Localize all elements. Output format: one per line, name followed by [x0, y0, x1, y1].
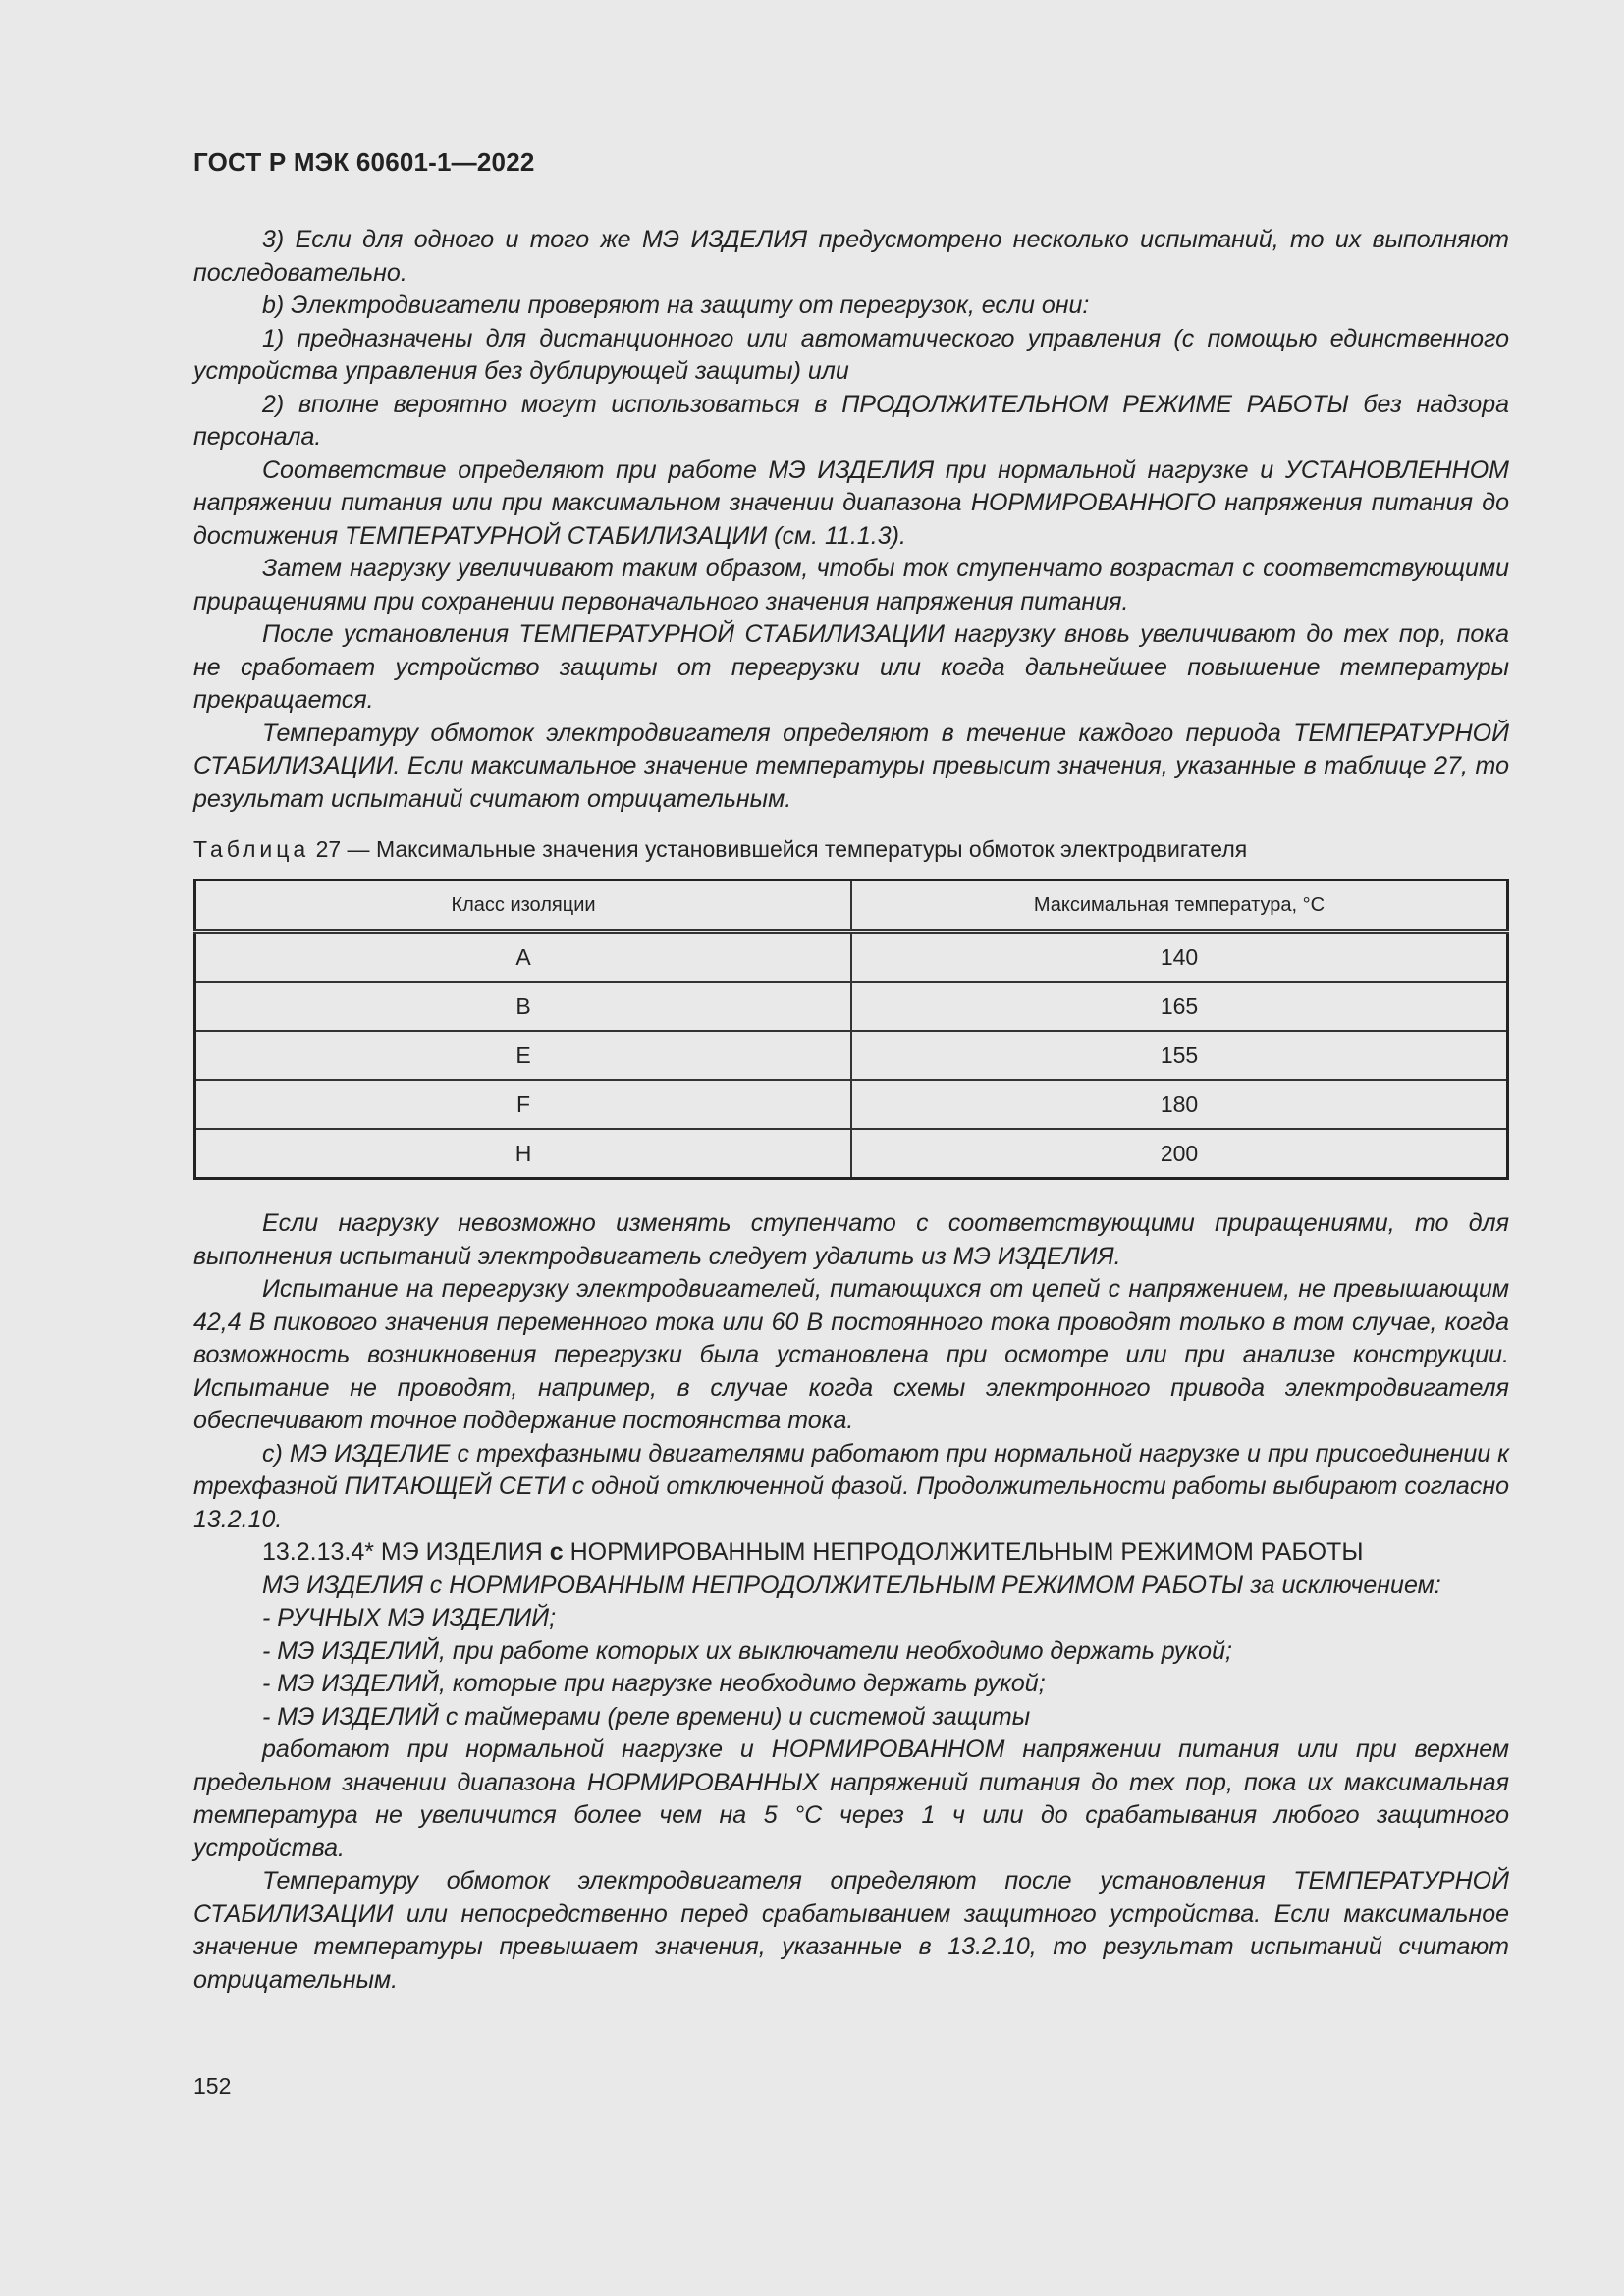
- cell-temperature: 200: [851, 1129, 1508, 1179]
- paragraph: 2) вполне вероятно могут использоваться в ПРОДОЛЖИТЕЛЬНОМ РЕЖИМЕ РАБОТЫ без надзора персонала.: [193, 390, 1509, 451]
- page-number: 152: [193, 2073, 232, 2099]
- section-heading-c: с: [549, 1538, 564, 1566]
- paragraph: 1) предназначены для дистанционного или автоматического управления (с помощью единственного устройства управления без дублирующей защиты) или: [193, 324, 1509, 385]
- table-row: [195, 932, 1508, 983]
- paragraph: Температуру обмоток электродвигателя определяют после установления ТЕМПЕРАТУРНОЙ СТАБИЛИЗАЦИИ или непосредственно перед срабатыванием защитного устройства. Если максимальное значение температуры превышает значения, указанные в 13.2.10, то результат испытаний считают отрицательным.: [193, 1867, 1509, 1994]
- column-header-temperature: Максимальная температура, °C: [851, 881, 1508, 932]
- table-caption-label: Таблица: [193, 836, 310, 862]
- table-header-row: [195, 881, 1508, 932]
- paragraph: Если нагрузку невозможно изменять ступенчато с соответствующими приращениями, то для выполнения испытаний электродвигатель следует удалить из МЭ ИЗДЕЛИЯ.: [193, 1209, 1509, 1270]
- table-row: [195, 1080, 1508, 1129]
- list-item: - МЭ ИЗДЕЛИЙ с таймерами (реле времени) и системой защиты: [262, 1702, 1031, 1731]
- cell-class: F: [195, 1080, 852, 1129]
- table-row: [195, 1129, 1508, 1179]
- cell-temperature: 140: [851, 932, 1508, 983]
- paragraph: c) МЭ ИЗДЕЛИЕ с трехфазными двигателями работают при нормальной нагрузке и при присоединении к трехфазной ПИТАЮЩЕЙ СЕТИ с одной отключенной фазой. Продолжительности работы выбирают согласно 13.2.10.: [193, 1439, 1509, 1533]
- cell-class: B: [195, 982, 852, 1031]
- list-item: - МЭ ИЗДЕЛИЙ, при работе которых их выключатели необходимо держать рукой;: [262, 1636, 1232, 1665]
- list-item: - РУЧНЫХ МЭ ИЗДЕЛИЙ;: [262, 1604, 557, 1631]
- list-item: - МЭ ИЗДЕЛИЙ, которые при нагрузке необходимо держать рукой;: [262, 1670, 1046, 1697]
- table-row: [195, 982, 1508, 1031]
- paragraph: 3) Если для одного и того же МЭ ИЗДЕЛИЯ предусмотрено несколько испытаний, то их выполняют последовательно.: [193, 226, 1509, 287]
- cell-temperature: 155: [851, 1031, 1508, 1080]
- cell-temperature: 180: [851, 1080, 1508, 1129]
- cell-class: H: [195, 1129, 852, 1179]
- section-heading: [193, 1536, 1509, 1570]
- section-heading-number: 13.2.13.4* МЭ ИЗДЕЛИЯ: [262, 1538, 550, 1566]
- temperature-table: [193, 879, 1509, 1180]
- paragraph: Температуру обмоток электродвигателя определяют в течение каждого периода ТЕМПЕРАТУРНОЙ СТАБИЛИЗАЦИИ. Если максимальное значение температуры превысит значения, указанные в таблице 27, то результат испытаний считают отрицательным.: [193, 719, 1509, 813]
- text-block-top: [193, 224, 1509, 816]
- table-row: [195, 1031, 1508, 1080]
- table-caption-text: 27 — Максимальные значения установившейся температуры обмоток электродвигателя: [309, 836, 1248, 862]
- paragraph: Затем нагрузку увеличивают таким образом, чтобы ток ступенчато возрастал с соответствующими приращениями при сохранении первоначального значения напряжения питания.: [193, 555, 1509, 615]
- paragraph: Соответствие определяют при работе МЭ ИЗДЕЛИЯ при нормальной нагрузке и УСТАНОВЛЕННОМ напряжении питания или при максимальном значении диапазона НОРМИРОВАННОГО напряжения питания до достижения ТЕМПЕРАТУРНОЙ СТАБИЛИЗАЦИИ (см. 11.1.3).: [193, 455, 1509, 550]
- paragraph: После установления ТЕМПЕРАТУРНОЙ СТАБИЛИЗАЦИИ нагрузку вновь увеличивают до тех пор, пока не сработает устройство защиты от перегрузки или когда дальнейшее повышение температуры прекращается.: [193, 620, 1509, 714]
- table-caption: [193, 836, 1247, 863]
- paragraph: МЭ ИЗДЕЛИЯ с НОРМИРОВАННЫМ НЕПРОДОЛЖИТЕЛЬНЫМ РЕЖИМОМ РАБОТЫ за исключением:: [262, 1571, 1441, 1599]
- paragraph: работают при нормальной нагрузке и НОРМИРОВАННОМ напряжении питания или при верхнем предельном значении диапазона НОРМИРОВАННЫХ напряжений питания до тех пор, пока их максимальная температура не увеличится более чем на 5 °C через 1 ч или до срабатывания любого защитного устройства.: [193, 1735, 1509, 1862]
- paragraph: b) Электродвигатели проверяют на защиту от перегрузок, если они:: [262, 292, 1090, 319]
- column-header-class: Класс изоляции: [195, 881, 852, 932]
- cell-class: E: [195, 1031, 852, 1080]
- section-heading-title: НОРМИРОВАННЫМ НЕПРОДОЛЖИТЕЛЬНЫМ РЕЖИМОМ РАБОТЫ: [563, 1538, 1364, 1566]
- paragraph: Испытание на перегрузку электродвигателей, питающихся от цепей с напряжением, не превышающим 42,4 В пикового значения переменного тока или 60 В постоянного тока проводят только в том случае, когда возможность возникновения перегрузки была установлена при осмотре или при анализе конструкции. Испытание не проводят, например, в случае когда схемы электронного привода электродвигателя обеспечивают точное поддержание постоянства тока.: [193, 1275, 1509, 1434]
- document-header: ГОСТ Р МЭК 60601-1—2022: [193, 147, 535, 177]
- cell-class: A: [195, 932, 852, 983]
- text-block-bottom: [193, 1207, 1509, 1997]
- cell-temperature: 165: [851, 982, 1508, 1031]
